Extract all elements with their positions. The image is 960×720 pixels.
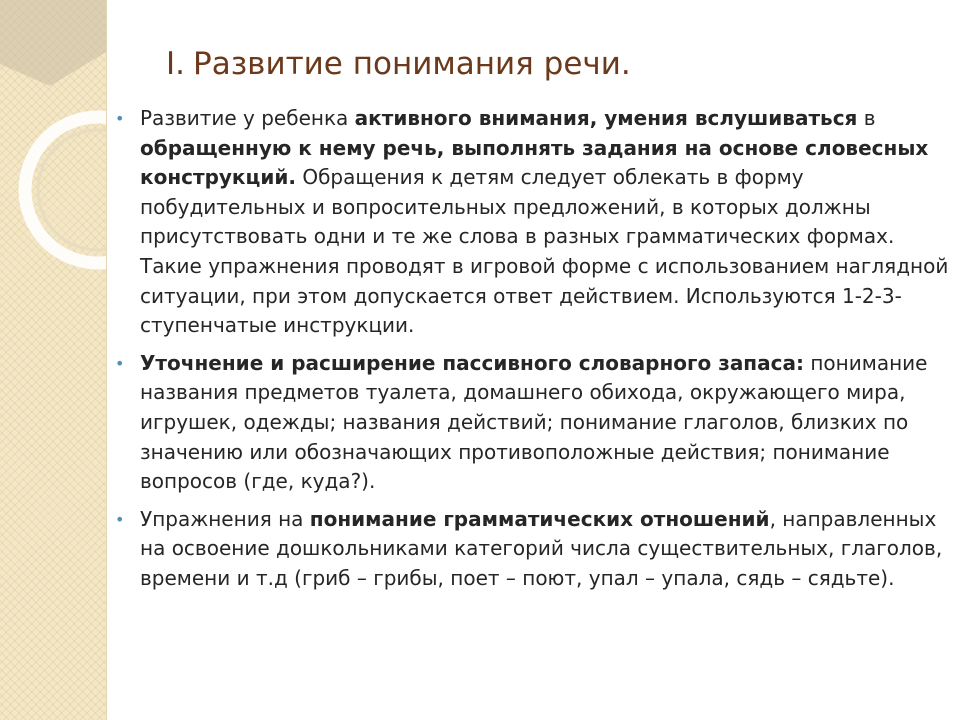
decorative-side-band (0, 0, 106, 720)
bullet-1-bold-1: активного внимания, умения вслушиваться (354, 106, 858, 130)
list-item (115, 104, 952, 341)
bullet-list (115, 104, 952, 602)
bullet-3-text-2: , направленных на освоение дошкольниками категорий числа существительных, глаголов, времени и т.д (гриб – грибы, поет – поют, упал – упала, сядь – сядьте). (140, 506, 943, 590)
bullet-1-text-1: Развитие у ребенка (140, 106, 355, 130)
title-text: Развитие понимания речи. (193, 46, 631, 82)
bullet-dot-icon: • (115, 509, 125, 529)
title-number: I. (166, 46, 185, 82)
list-item (115, 349, 952, 497)
list-item (115, 505, 952, 594)
bullet-2-text-1: понимание названия предметов туалета, домашнего обихода, окружающего мира, игрушек, одежды; названия действий; понимание глаголов, близких по значению или обозначающих противоположные действия; понимание вопросов (где, куда?). (140, 350, 928, 494)
bullet-1-text-2: в (857, 106, 876, 130)
slide-title (166, 46, 631, 82)
bullet-3-bold-1: понимание грамматических отношений (309, 506, 770, 531)
bullet-1-bold-2: обращенную к нему речь, выполнять задания на основе словесных конструкций. (140, 135, 929, 190)
bullet-2-bold-1: Уточнение и расширение пассивного словарного запаса: (140, 350, 804, 375)
decorative-rings (0, 0, 106, 720)
bullet-1-text-3: Обращения к детям следует облекать в форму побудительных и вопросительных предложений, в которых должны присутствовать одни и те же слова в разных грамматических формах. Такие упражнения проводят в игровой форме с использованием наглядной ситуации, при этом допускается ответ действием. Используются 1-2-3-ступенчатые инструкции. (140, 165, 949, 338)
bullet-3-text-1: Упражнения на (140, 506, 310, 531)
bullet-dot-icon: • (115, 109, 125, 128)
bullet-dot-icon: • (115, 353, 125, 373)
band-divider (106, 0, 107, 720)
